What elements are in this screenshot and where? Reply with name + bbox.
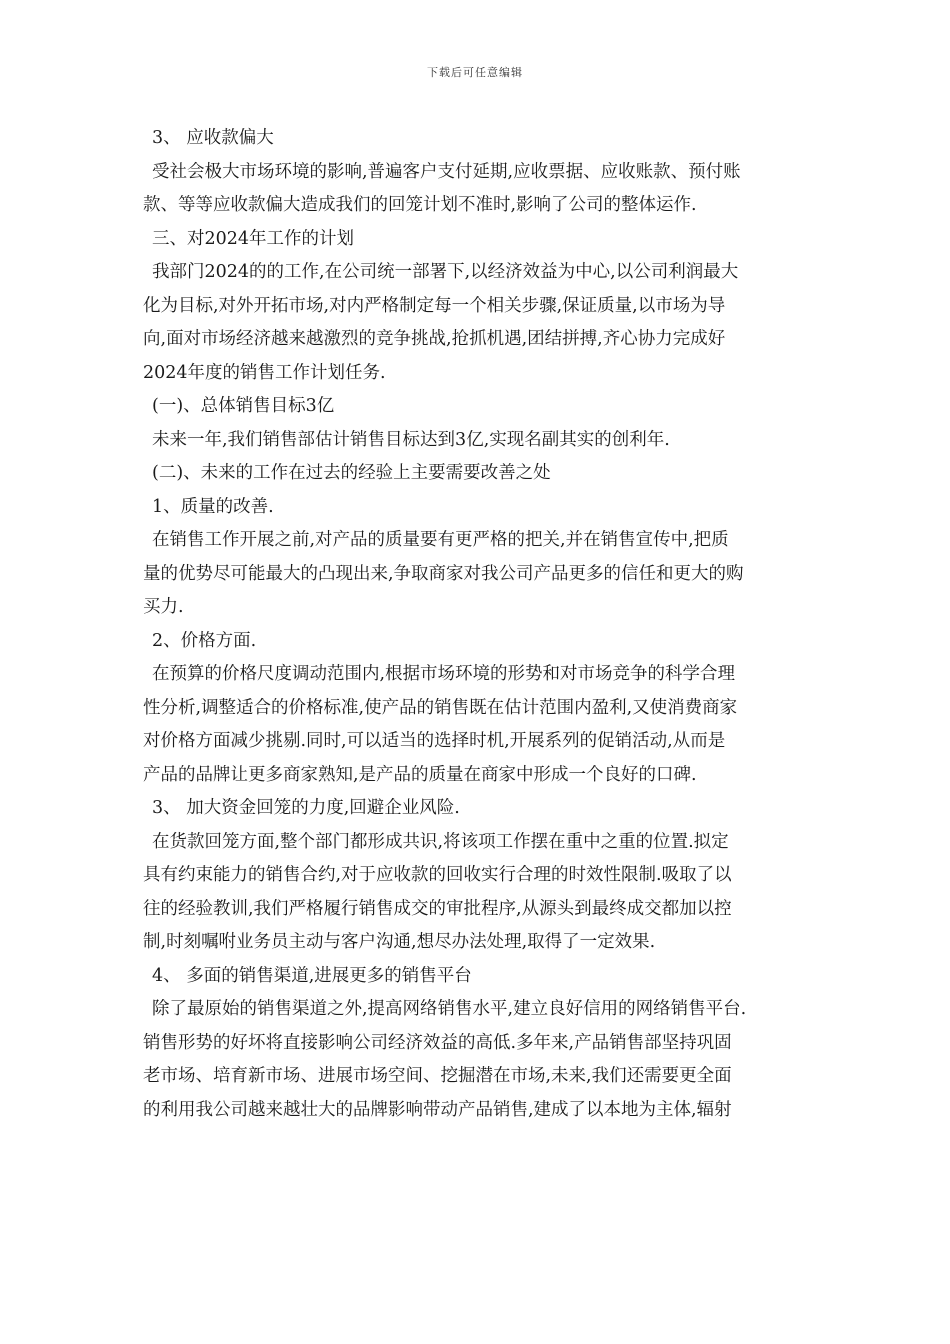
text-line: 老市场、培育新市场、进展市场空间、挖掘潜在市场,未来,我们还需要更全面 <box>143 1066 732 1086</box>
text-line: 产品的品牌让更多商家熟知,是产品的质量在商家中形成一个良好的口碑. <box>143 764 697 785</box>
text-line: 对价格方面减少挑剔.同时,可以适当的选择时机,开展系列的促销活动,从而是 <box>143 731 726 751</box>
text-line: (二)、未来的工作在过去的经验上主要需要改善之处 <box>152 463 551 483</box>
text-line: 具有约束能力的销售合约,对于应收款的回收实行合理的时效性限制.吸取了以 <box>143 865 732 885</box>
text-line: 往的经验教训,我们严格履行销售成交的审批程序,从源头到最终成交都加以控 <box>143 898 732 919</box>
text-line: 销售形势的好坏将直接影响公司经济效益的高低.多年来,产品销售部坚持巩固 <box>143 1032 732 1053</box>
text-line: 我部门2024的的工作,在公司统一部署下,以经济效益为中心,以公司利润最大 <box>152 262 739 282</box>
text-line: 在预算的价格尺度调动范围内,根据市场环境的形势和对市场竞争的科学合理 <box>152 664 736 684</box>
page-header: 下载后可任意编辑 <box>427 66 523 79</box>
text-line: 2024年度的销售工作计划任务. <box>143 362 386 383</box>
text-line: 在货款回笼方面,整个部门都形成共识,将该项工作摆在重中之重的位置.拟定 <box>152 831 729 852</box>
document-body <box>143 122 815 1127</box>
text-line: 4、 多面的销售渠道,进展更多的销售平台 <box>152 965 472 986</box>
text-line: 化为目标,对外开拓市场,对内严格制定每一个相关步骤,保证质量,以市场为导 <box>143 295 726 316</box>
text-line: 三、对2024年工作的计划 <box>152 228 355 249</box>
text-line: 未来一年,我们销售部估计销售目标达到3亿,实现名副其实的创利年. <box>152 429 670 450</box>
text-line: 受社会极大市场环境的影响,普遍客户支付延期,应收票据、应收账款、预付账 <box>152 161 741 182</box>
text-line: 性分析,调整适合的价格标准,使产品的销售既在估计范围内盈利,又使消费商家 <box>143 697 738 718</box>
text-line: 制,时刻嘱咐业务员主动与客户沟通,想尽办法处理,取得了一定效果. <box>143 932 656 952</box>
text-line: 3、 加大资金回笼的力度,回避企业风险. <box>152 798 460 818</box>
text-line: 在销售工作开展之前,对产品的质量要有更严格的把关,并在销售宣传中,把质 <box>152 530 729 550</box>
text-line: (一)、总体销售目标3亿 <box>152 396 335 416</box>
text-line: 量的优势尽可能最大的凸现出来,争取商家对我公司产品更多的信任和更大的购 <box>143 563 744 584</box>
text-line: 款、等等应收款偏大造成我们的回笼计划不准时,影响了公司的整体运作. <box>143 195 697 215</box>
text-line: 3、 应收款偏大 <box>152 128 274 148</box>
text-line: 2、价格方面. <box>152 630 257 651</box>
text-line: 向,面对市场经济越来越激烈的竞争挑战,抢抓机遇,团结拼搏,齐心协力完成好 <box>143 329 726 349</box>
text-line: 1、质量的改善. <box>152 496 274 517</box>
text-line: 买力. <box>143 597 184 617</box>
text-line: 除了最原始的销售渠道之外,提高网络销售水平,建立良好信用的网络销售平台. <box>152 999 747 1019</box>
text-line: 的利用我公司越来越壮大的品牌影响带动产品销售,建成了以本地为主体,辐射 <box>143 1099 732 1120</box>
